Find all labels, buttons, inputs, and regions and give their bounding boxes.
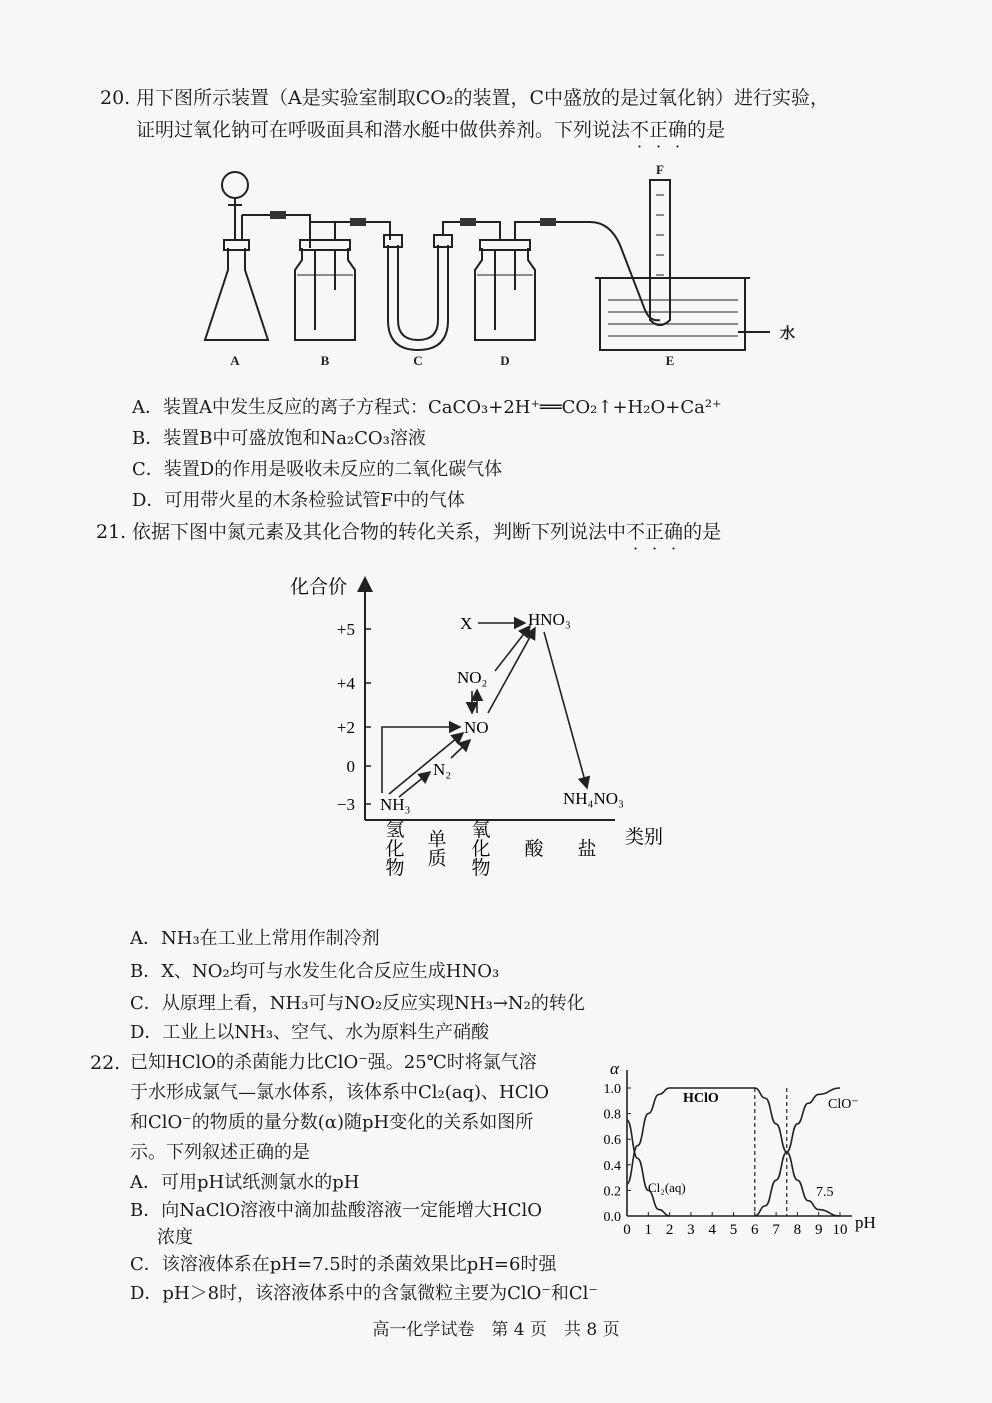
q21-stem-pre: 依据下图中氮元素及其化合物的转化关系，判断下列说法中	[132, 521, 627, 543]
apparatus-label-water: 水	[780, 326, 796, 342]
q22-stem-line3: 和ClO⁻的物质的量分数(α)随pH变化的关系如图所	[130, 1112, 534, 1133]
emphasis-char: 确	[668, 119, 688, 141]
arrow-n2-to-no	[451, 740, 470, 758]
q21-nitrogen-diagram	[285, 568, 685, 913]
q22-stem-line2: 于水形成氯气—氯水体系，该体系中Cl₂(aq)、HClO	[130, 1082, 550, 1103]
x-axis-title: 类别	[625, 827, 664, 848]
emphasis-char: 正	[645, 521, 665, 543]
apparatus-label-c: C	[413, 353, 423, 368]
q21-option-c: C．从原理上看，NH₃可与NO₂反应实现NH₃→N₂的转化	[130, 993, 585, 1014]
q20-stem-line1: 用下图所示装置（A是实验室制取CO₂的装置，C中盛放的是过氧化钠）进行实验，	[136, 87, 829, 109]
q21-number: 21.	[96, 521, 127, 543]
q22-stem-line4: 示。下列叙述正确的是	[130, 1142, 310, 1163]
q20-stem-line2-pre: 证明过氧化钠可在呼吸面具和潜水艇中做供养剂。下列说法	[136, 119, 631, 141]
x-category-hydride: 氢化物	[382, 819, 404, 877]
apparatus-label-b: B	[320, 353, 330, 368]
apparatus-f-test-tube	[650, 180, 670, 325]
apparatus-label-d: D	[500, 353, 510, 368]
y-tick-plus4: +4	[336, 674, 355, 693]
arrow-nh3-to-n2	[399, 772, 430, 797]
q21-stem-post: 的是	[683, 521, 722, 543]
chart-y-tick-label: 0.8	[603, 1107, 621, 1123]
emphasis-char: 不	[630, 119, 650, 141]
chart-x-tick-label: 7	[772, 1222, 780, 1238]
arrow-hno3-to-nh4no3	[544, 632, 587, 788]
species-hno3: HNO₃	[528, 610, 571, 629]
apparatus-label-f: F	[656, 162, 664, 177]
q22-option-b-cont: 浓度	[157, 1227, 193, 1248]
emphasis-char: 正	[649, 119, 669, 141]
emphasis-char: 不	[626, 521, 646, 543]
apparatus-label-a: A	[230, 353, 240, 368]
q21-option-d: D．工业上以NH₃、空气、水为原料生产硝酸	[130, 1022, 490, 1043]
apparatus-e-trough	[595, 278, 770, 350]
apparatus-label-e: E	[665, 353, 675, 368]
q22-stem-line1: 已知HClO的杀菌能力比ClO⁻强。25℃时将氯气溶	[130, 1052, 537, 1073]
chart-x-tick-label: 2	[665, 1222, 674, 1238]
q21-stem	[132, 516, 721, 548]
q22-option-c: C．该溶液体系在pH=7.5时的杀菌效果比pH=6时强	[130, 1254, 557, 1275]
species-n2: N₂	[433, 760, 452, 779]
apparatus-c-u-tube	[384, 222, 500, 350]
chart-x-tick-label: 6	[751, 1222, 759, 1238]
y-tick-0: 0	[346, 757, 355, 776]
series-label-clo: ClO⁻	[828, 1097, 859, 1112]
chart-series-line-1	[627, 1088, 840, 1216]
q22-option-a: A．可用pH试纸测氯水的pH	[130, 1172, 360, 1193]
q20-option-d: D．可用带火星的木条检验试管F中的气体	[132, 490, 465, 511]
arrow-no2-to-hno3	[495, 626, 530, 671]
x-category-element: 单质	[424, 829, 446, 867]
q22-option-b: B．向NaClO溶液中滴加盐酸溶液一定能增大HClO	[130, 1200, 542, 1221]
annotation-7-5: 7.5	[816, 1185, 834, 1200]
chart-x-tick-label: 10	[832, 1222, 848, 1238]
series-label-hclo: HClO	[683, 1091, 719, 1106]
q20-option-a: A．装置A中发生反应的离子方程式：CaCO₃+2H⁺══CO₂↑+H₂O+Ca²⁺	[132, 397, 722, 418]
chart-series-line-0	[627, 1120, 670, 1216]
q20-apparatus-diagram	[190, 160, 800, 375]
chart-y-tick-label: 0.4	[603, 1158, 621, 1174]
chart-x-tick-label: 4	[708, 1222, 716, 1238]
q21-option-b: B．X、NO₂均可与水发生化合反应生成HNO₃	[130, 961, 500, 982]
x-category-salt: 盐	[574, 838, 596, 858]
species-nh3: NH₃	[380, 795, 411, 814]
chart-y-tick-label: 1.0	[603, 1082, 621, 1097]
y-tick-minus3: −3	[336, 795, 355, 814]
y-tick-plus2: +2	[336, 718, 355, 737]
emphasis-char: 确	[664, 521, 684, 543]
arrow-nh3-to-no	[389, 733, 463, 794]
page-footer: 高一化学试卷 第 4 页 共 8 页	[372, 1320, 620, 1340]
x-category-oxide: 氧化物	[468, 819, 490, 877]
y-axis-title: 化合价	[290, 577, 348, 598]
q20-option-c: C．装置D的作用是吸收未反应的二氧化碳气体	[132, 459, 503, 480]
q20-stem-line2-post: 的是	[687, 119, 726, 141]
q22-number: 22.	[90, 1052, 121, 1074]
chart-y-tick-label: 0.0	[603, 1210, 621, 1225]
chart-x-tick-label: 3	[687, 1222, 695, 1238]
chart-x-tick-label: 0	[623, 1222, 631, 1238]
chart-x-tick-label: 9	[814, 1222, 823, 1238]
y-tick-plus5: +5	[336, 620, 355, 639]
apparatus-b-bottle	[295, 222, 390, 340]
series-label-cl2: Cl₂(aq)	[648, 1180, 686, 1195]
apparatus-d-bottle	[475, 222, 660, 340]
chart-y-label: α	[610, 1060, 619, 1078]
q22-ph-chart	[590, 1060, 890, 1250]
chart-x-tick-label: 5	[729, 1222, 738, 1238]
q20-stem-line2	[136, 114, 725, 146]
species-no2: NO₂	[457, 668, 488, 687]
chart-x-label: pH	[855, 1213, 876, 1232]
species-x: X	[460, 614, 473, 633]
q20-option-b: B．装置B中可盛放饱和Na₂CO₃溶液	[132, 428, 426, 449]
q20-number: 20.	[100, 87, 131, 109]
x-category-acid: 酸	[521, 838, 543, 858]
chart-y-tick-label: 0.6	[603, 1133, 621, 1149]
q22-option-d: D．pH＞8时，该溶液体系中的含氯微粒主要为ClO⁻和Cl⁻	[130, 1283, 598, 1304]
q21-option-a: A．NH₃在工业上常用作制冷剂	[130, 928, 380, 949]
species-nh4no3: NH₄NO₃	[563, 789, 624, 808]
chart-x-tick-label: 8	[793, 1222, 802, 1238]
chart-y-tick-label: 0.2	[603, 1184, 621, 1200]
species-no: NO	[464, 718, 489, 737]
chart-x-tick-label: 1	[644, 1222, 653, 1238]
